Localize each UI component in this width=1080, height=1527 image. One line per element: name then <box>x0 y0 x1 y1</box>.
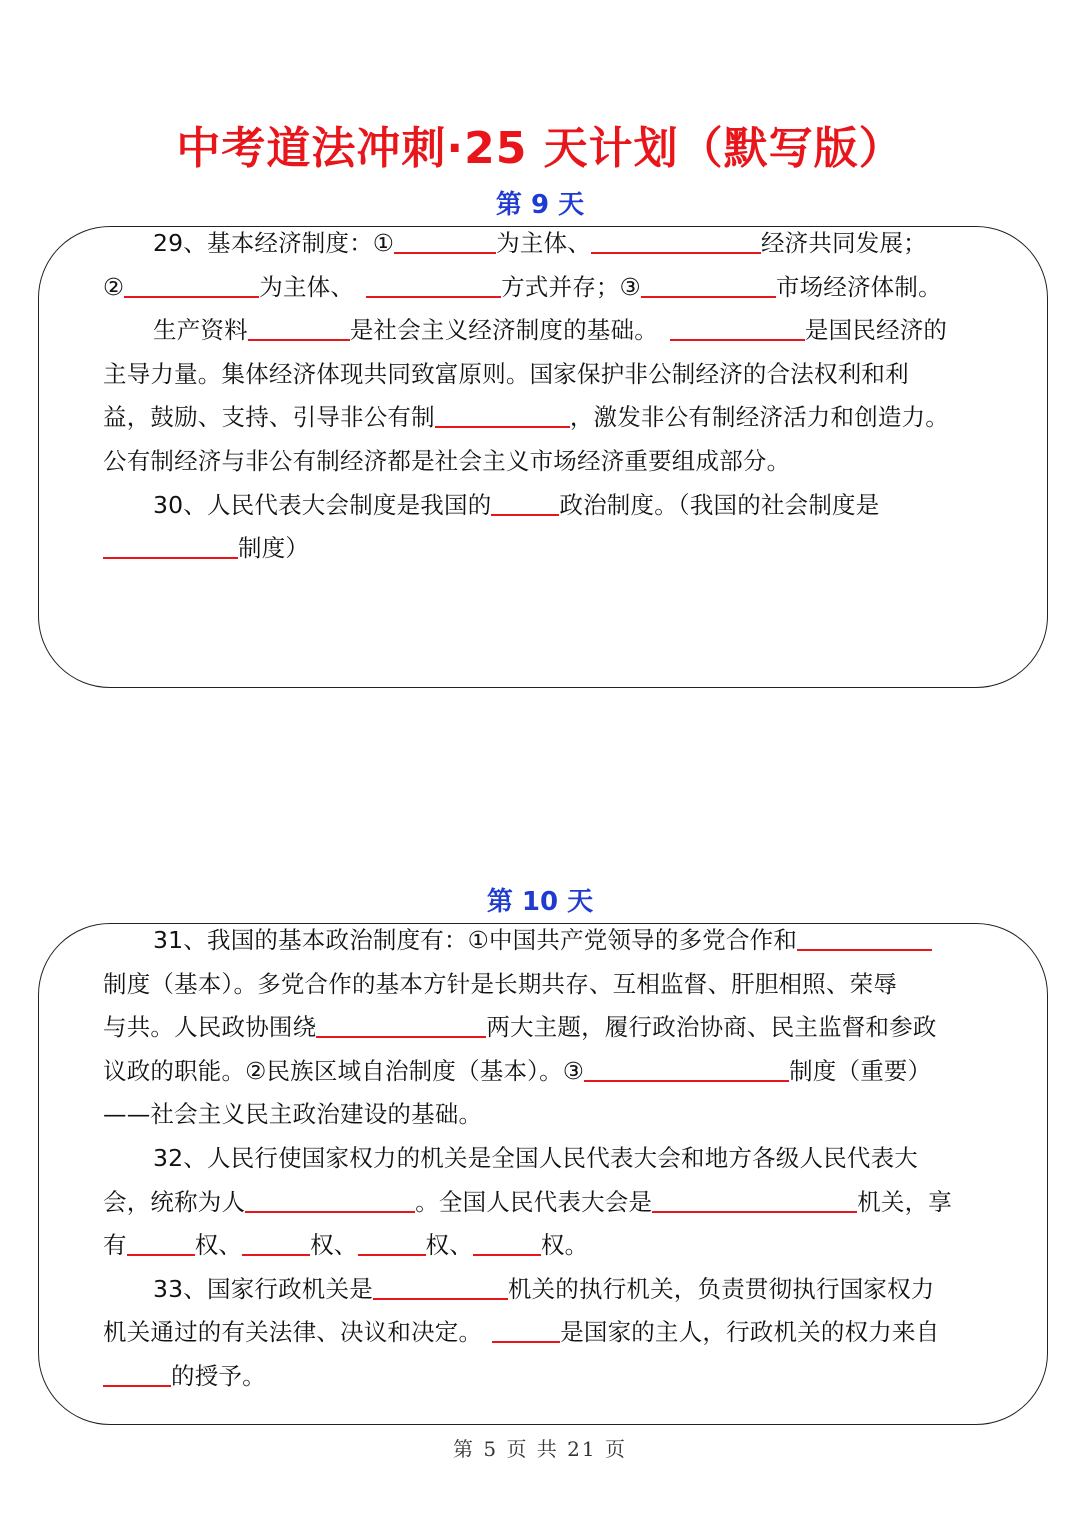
q31-line-2: 制度（基本）。多党合作的基本方针是长期共存、互相监督、肝胆相照、荣辱 <box>103 969 898 998</box>
q30-text: 政治制度。（我国的社会制度是 <box>559 490 880 519</box>
q29-text: 市场经济体制。 <box>775 272 942 301</box>
blank-field[interactable] <box>591 226 761 254</box>
q29-line-6: 公有制经济与非公有制经济都是社会主义市场经济重要组成部分。 <box>103 446 791 475</box>
blank-field[interactable] <box>584 1054 789 1082</box>
blank-field[interactable] <box>394 226 496 254</box>
q30-text: 制度） <box>238 534 310 563</box>
q29-text: 29、基本经济制度：① <box>153 229 395 257</box>
q31-text: 议政的职能。②民族区域自治制度（基本）。③ <box>103 1056 585 1085</box>
q31-text: 与共。人民政协围绕 <box>103 1013 317 1042</box>
blank-field[interactable] <box>670 313 805 341</box>
q33-line-3 <box>103 1355 980 1399</box>
q29-text: ，激发非公有制经济活力和创造力。 <box>569 403 950 432</box>
q33-text: 机关的执行机关，负责贯彻执行国家权力 <box>507 1274 935 1303</box>
blank-field[interactable] <box>641 270 776 298</box>
q32-line-1: 32、人民行使国家权力的机关是全国人民代表大会和地方各级人民代表大 <box>153 1143 919 1172</box>
q30-line-2 <box>103 527 980 571</box>
day-10-heading: 第 10 天 <box>486 887 594 917</box>
q29-line-5 <box>103 396 980 440</box>
q29-text: 为主体、 <box>259 272 355 301</box>
blank-field[interactable] <box>491 488 559 516</box>
q29-text: 益，鼓励、支持、引导非公有制 <box>103 403 435 432</box>
blank-field[interactable] <box>652 1185 857 1213</box>
blank-field[interactable] <box>358 1228 426 1256</box>
q29-text: 是国民经济的 <box>804 316 948 345</box>
q31-line-5: ——社会主义民主政治建设的基础。 <box>103 1100 483 1129</box>
q29-text: ② <box>103 272 125 301</box>
q32-text: 。全国人民代表大会是 <box>415 1187 653 1216</box>
q33-line-2 <box>103 1311 980 1355</box>
q31-line-4 <box>103 1050 980 1094</box>
q33-text: 机关通过的有关法律、决议和决定。 <box>103 1318 483 1347</box>
q29-text: 为主体、 <box>496 229 591 257</box>
q32-text: 会，统称为人 <box>103 1187 246 1216</box>
q29-text: 方式并存；③ <box>501 272 641 301</box>
blank-field[interactable] <box>492 1315 560 1343</box>
q30-text: 30、人民代表大会制度是我国的 <box>153 490 492 519</box>
q29-text: 是社会主义经济制度的基础。 <box>349 316 658 345</box>
q33-text: 的授予。 <box>171 1361 266 1390</box>
q32-text: 机关，享 <box>857 1187 953 1216</box>
q29-line-1 <box>103 222 980 266</box>
q32-line-3 <box>103 1224 980 1268</box>
q32-text: 权、 <box>310 1231 358 1260</box>
q32-text: 权、 <box>194 1231 243 1260</box>
q33-line-1 <box>103 1268 980 1312</box>
blank-field[interactable] <box>127 1228 195 1256</box>
blank-field[interactable] <box>316 1010 486 1038</box>
q32-line-2 <box>103 1181 980 1225</box>
q31-line-1 <box>103 919 980 963</box>
blank-field[interactable] <box>103 531 238 559</box>
q31-text: 两大主题，履行政治协商、民主监督和参政 <box>486 1013 937 1042</box>
q29-line-4: 主导力量。集体经济体现共同致富原则。国家保护非公制经济的合法权利和利 <box>103 359 909 388</box>
q30-line-1 <box>103 484 980 528</box>
q29-line-3 <box>103 309 980 353</box>
blank-field[interactable] <box>245 1185 415 1213</box>
day-10-content <box>103 919 980 1399</box>
page-title: 中考道法冲刺·25 天计划（默写版） <box>176 123 904 174</box>
blank-field[interactable] <box>473 1228 541 1256</box>
q32-text: 有 <box>103 1231 127 1260</box>
blank-field[interactable] <box>435 400 570 428</box>
blank-field[interactable] <box>242 1228 310 1256</box>
q31-text: 31、我国的基本政治制度有：①中国共产党领导的多党合作和 <box>153 926 798 954</box>
q33-text: 是国家的主人，行政机关的权力来自 <box>560 1318 940 1347</box>
page-footer: 第 5 页 共 21 页 <box>453 1437 627 1461</box>
q29-text: 生产资料 <box>153 316 248 345</box>
q33-text: 33、国家行政机关是 <box>153 1274 373 1303</box>
blank-field[interactable] <box>373 1272 508 1300</box>
blank-field[interactable] <box>103 1359 171 1387</box>
q32-text: 权。 <box>540 1231 589 1260</box>
q31-text: 制度（重要） <box>789 1056 932 1085</box>
q31-line-3 <box>103 1006 980 1050</box>
blank-field[interactable] <box>248 313 350 341</box>
q29-line-2 <box>103 266 980 310</box>
blank-field[interactable] <box>124 270 259 298</box>
day-9-heading: 第 9 天 <box>495 190 585 220</box>
q29-text: 经济共同发展； <box>760 229 927 257</box>
blank-field[interactable] <box>797 923 932 951</box>
q32-text: 权、 <box>425 1231 473 1260</box>
day-9-content <box>103 222 980 571</box>
blank-field[interactable] <box>366 270 501 298</box>
